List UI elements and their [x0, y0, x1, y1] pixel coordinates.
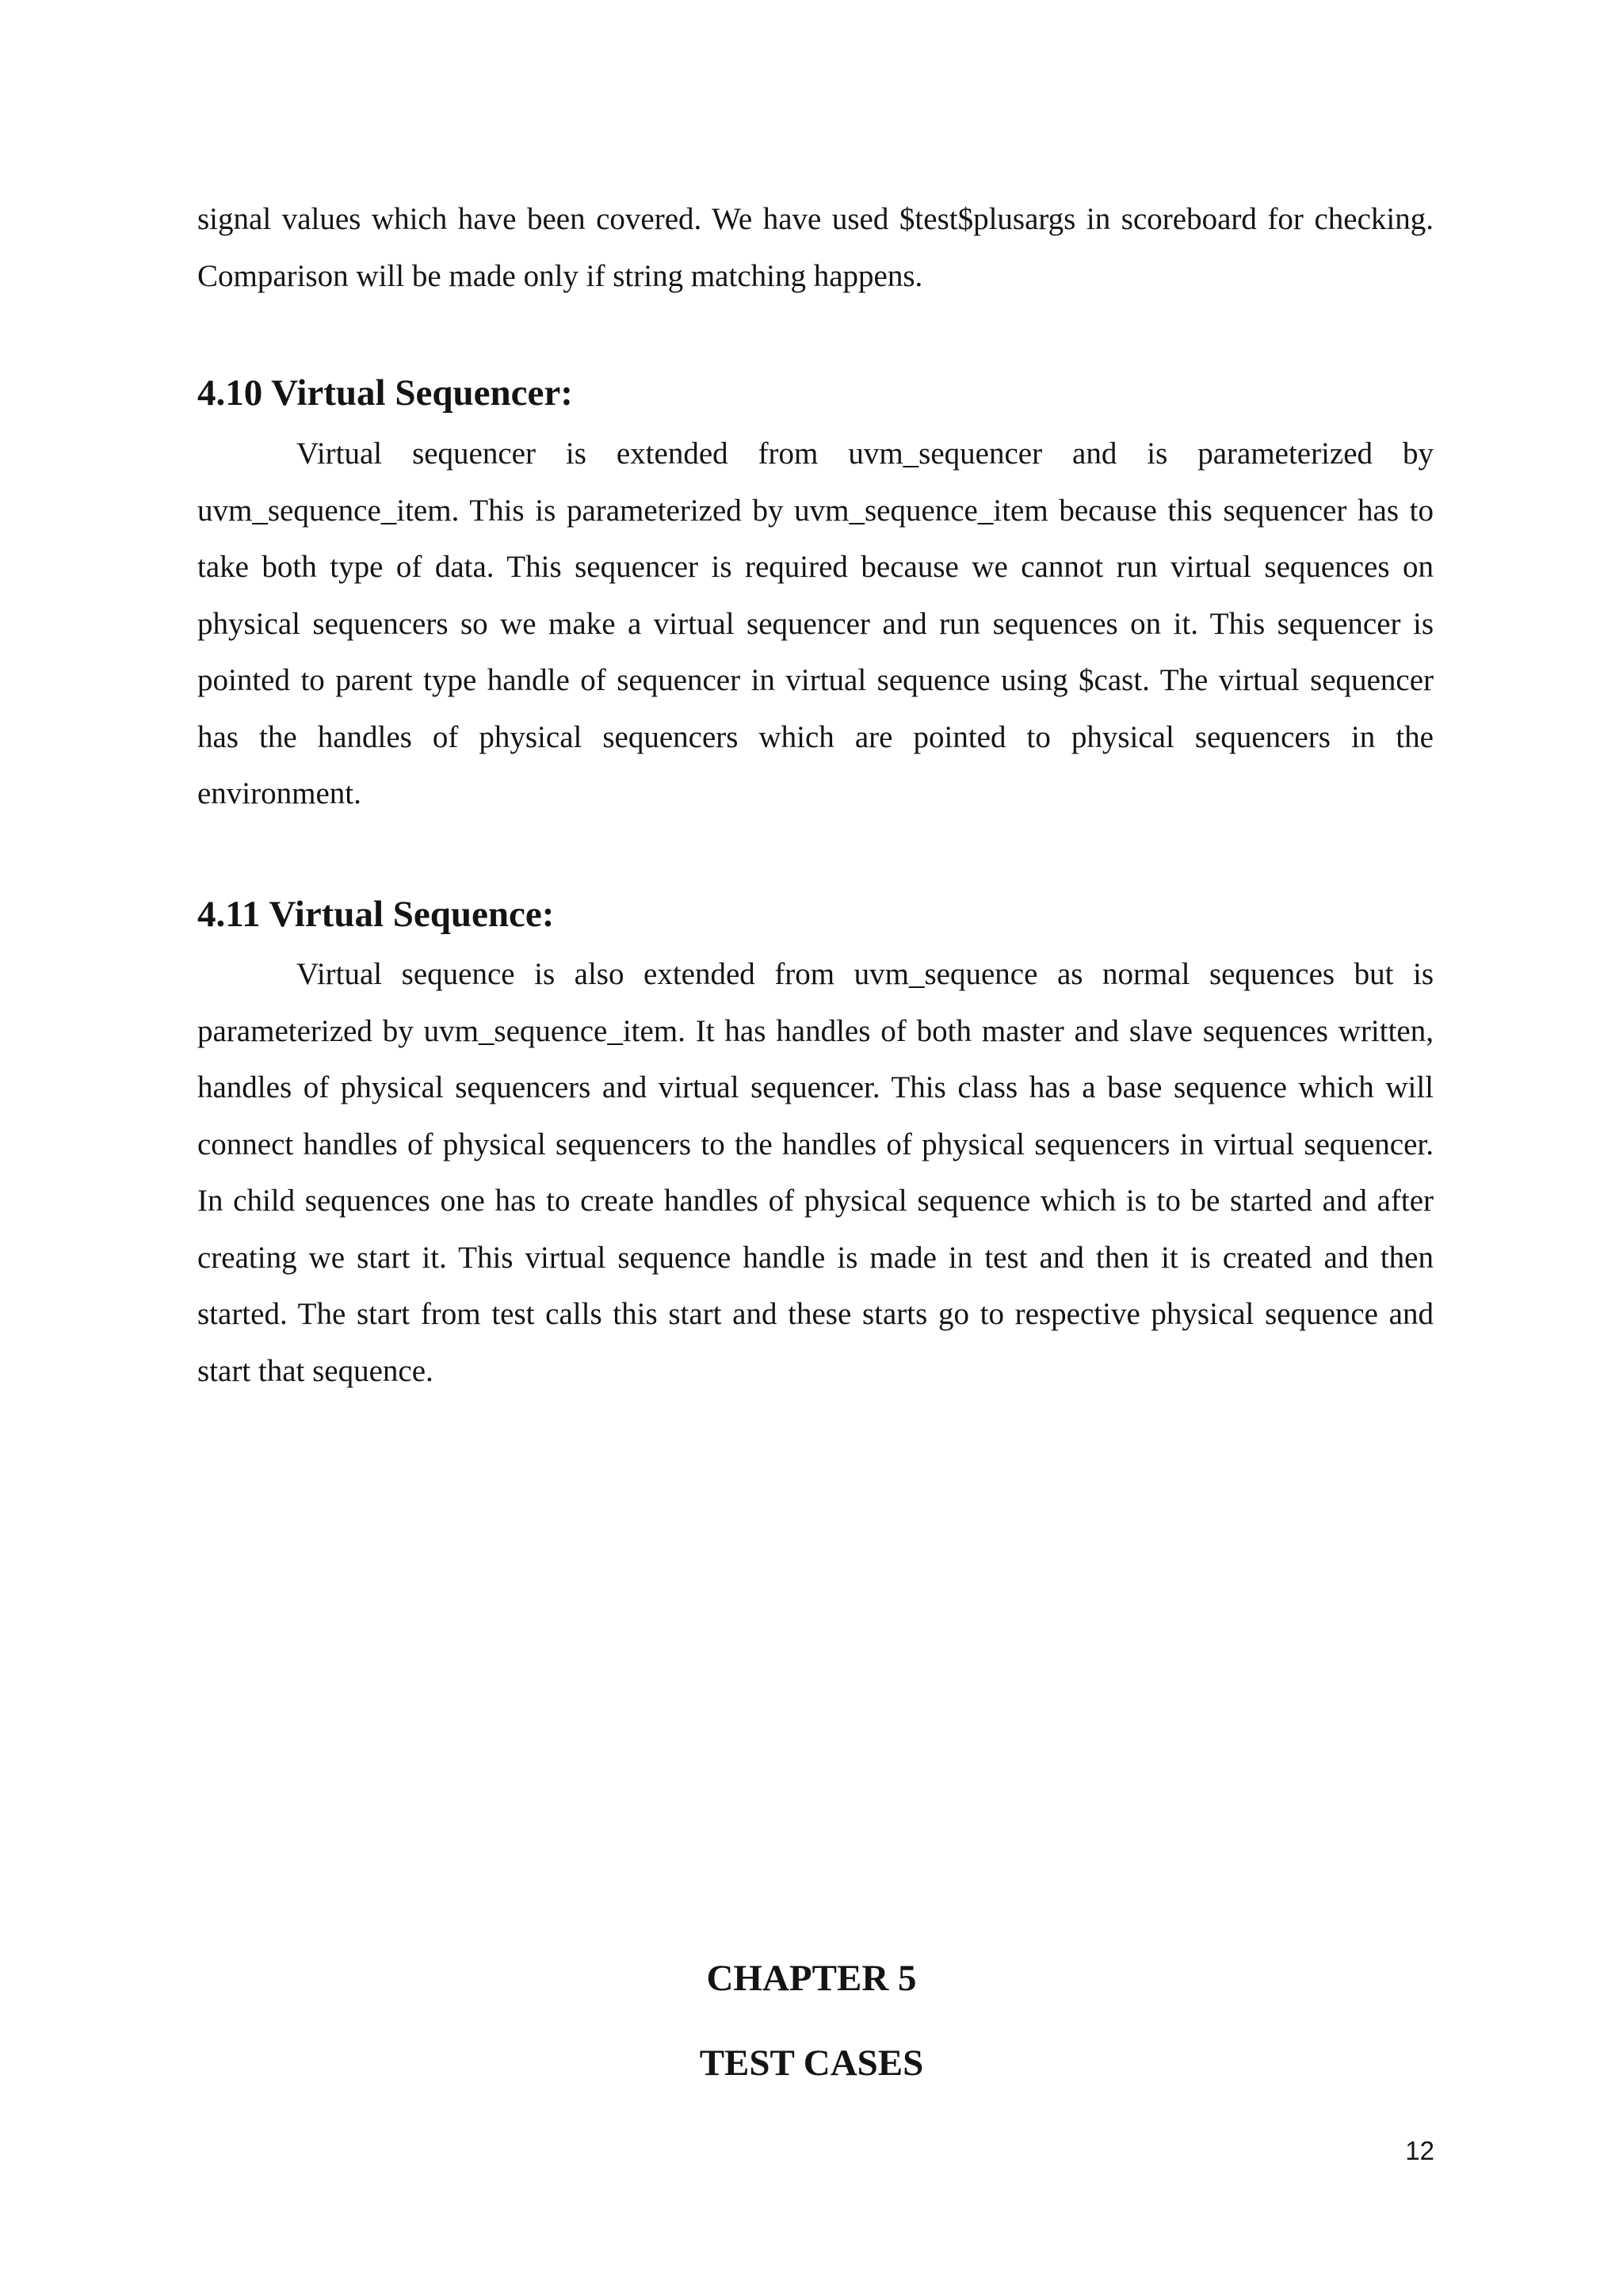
continuation-paragraph: signal values which have been covered. We have used $test$plusargs in scoreboard for checking. Comparison will be made only if string matching happens. — [197, 202, 1434, 293]
page-number: 12 — [1405, 2136, 1434, 2165]
chapter-number-label: CHAPTER 5 — [706, 1958, 917, 1999]
section-paragraph-virtual-sequence: Virtual sequence is also extended from uvm_sequence as normal sequences but is parameterized by uvm_sequence_item. It has handles of both master and slave sequences written, handles of physical sequencers and virtual sequencer. This class has a base sequence which will connect handles of physical sequencers to the handles of physical sequencers in virtual sequencer. In child sequences one has to create handles of physical sequence which is to be started and after creating we start it. This virtual sequence handle is made in test and then it is created and then started. The start from test calls this start and these starts go to respective physical sequence and start that sequence. — [197, 957, 1434, 1388]
section-heading-virtual-sequence: 4.11 Virtual Sequence: — [197, 894, 555, 935]
section-paragraph-virtual-sequencer: Virtual sequencer is extended from uvm_sequencer and is parameterized by uvm_sequence_item. This is parameterized by uvm_sequence_item because this sequencer has to take both type of data. This sequencer is required because we cannot run virtual sequences on physical sequencers so we make a virtual sequencer and run sequences on it. This sequencer is pointed to parent type handle of sequencer in virtual sequence using $cast. The virtual sequencer has the handles of physical sequencers which are pointed to physical sequencers in the environment. — [197, 437, 1434, 810]
chapter-title: TEST CASES — [699, 2042, 924, 2084]
section-heading-virtual-sequencer: 4.10 Virtual Sequencer: — [197, 372, 573, 414]
